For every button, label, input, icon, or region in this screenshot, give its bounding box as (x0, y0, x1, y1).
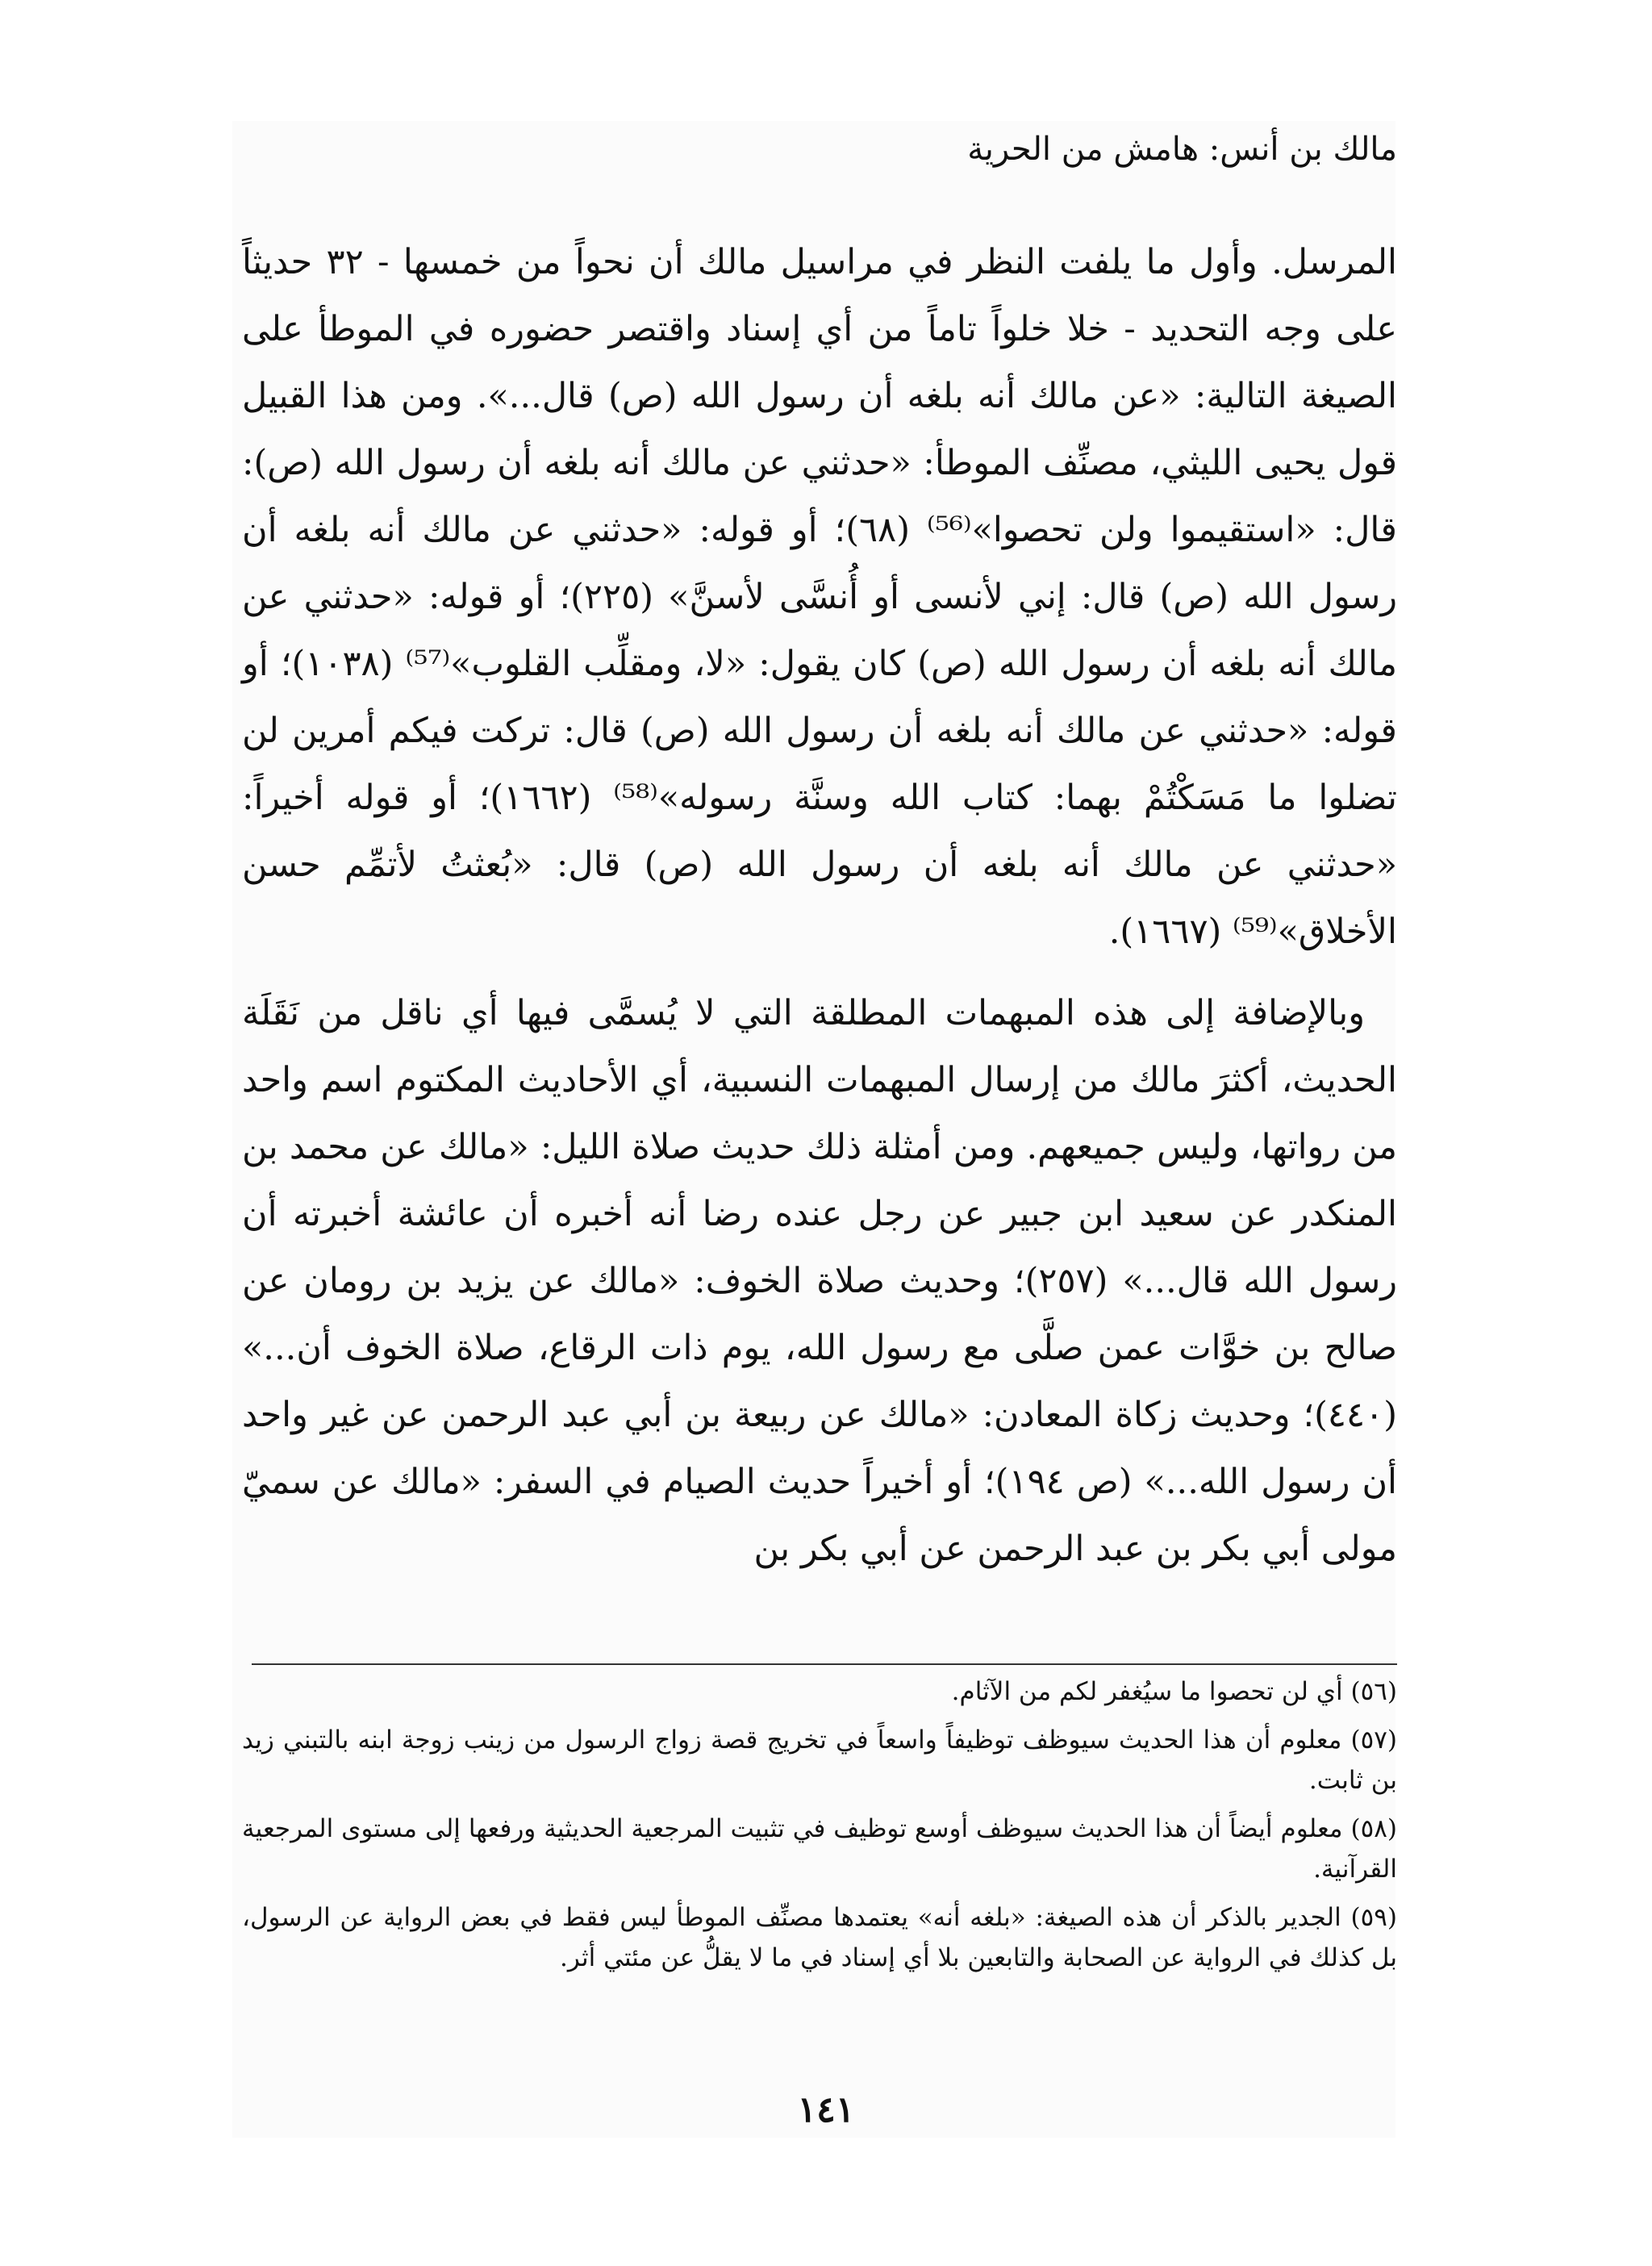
footnote-58: (٥٨) معلوم أيضاً أن هذا الحديث سيوظف أوسع توظيف في تثبيت المرجعية الحديثية ورفعها إلى مستوى المرجعية القرآنية. (242, 1814, 1397, 1884)
footnote-56: (٥٦) أي لن تحصوا ما سيُغفر لكم من الآثام. (951, 1677, 1397, 1706)
paragraph-1: المرسل. وأول ما يلفت النظر في مراسيل مالك أن نحواً من خمسها - ٣٢ حديثاً على وجه التحديد - خلا خلواً تاماً من أي إسناد واقتصر حضوره في الموطأ على الصيغة التالية: «عن مالك أنه بلغه أن رسول الله (ص) قال...». ومن هذا القبيل قول يحيى الليثي، مصنِّف الموطأ: «حدثني عن مالك أنه بلغه أن رسول الله (ص): قال: «استقيموا ولن تحصوا»⁽⁵⁶⁾ (٦٨)؛ أو قوله: «حدثني عن مالك أنه بلغه أن رسول الله (ص) قال: إني لأنسى أو أُنسَّى لأسنَّ» (٢٢٥)؛ أو قوله: «حدثني عن مالك أنه بلغه أن رسول الله (ص) كان يقول: «لا، ومقلِّب القلوب»⁽⁵⁷⁾ (١٠٣٨)؛ أو قوله: «حدثني عن مالك أنه بلغه أن رسول الله (ص) قال: تركت فيكم أمرين لن تضلوا ما مَسَكْتُمْ بهما: كتاب الله وسنَّة رسوله»⁽⁵⁸⁾ (١٦٦٢)؛ أو قوله أخيراً: «حدثني عن مالك أنه بلغه أن رسول الله (ص) قال: «بُعثتُ لأتمِّم حسن الأخلاق»⁽⁵⁹⁾ (١٦٦٧). (242, 242, 1397, 952)
footnotes (242, 1671, 1397, 1986)
footnote-divider (252, 1663, 1397, 1665)
running-header: مالك بن أنس: هامش من الحرية (967, 131, 1397, 168)
page-number: ١٤١ (797, 2089, 855, 2130)
footnote-59: (٥٩) الجدير بالذكر أن هذه الصيغة: «بلغه أنه» يعتمدها مصنِّف الموطأ ليس فقط في بعض الرواية عن الرسول، بل كذلك في الرواية عن الصحابة والتابعين بلا أي إسناد في ما لا يقلُّ عن مئتي أثر. (242, 1903, 1397, 1972)
main-text (242, 229, 1397, 1583)
paragraph-2: وبالإضافة إلى هذه المبهمات المطلقة التي لا يُسمَّى فيها أي ناقل من نَقَلَة الحديث، أكثرَ مالك من إرسال المبهمات النسبية، أي الأحاديث المكتوم اسم واحد من رواتها، وليس جميعهم. ومن أمثلة ذلك حديث صلاة الليل: «مالك عن محمد بن المنكدر عن سعيد ابن جبير عن رجل عنده رضا أنه أخبره أن عائشة أخبرته أن رسول الله قال...» (٢٥٧)؛ وحديث صلاة الخوف: «مالك عن يزيد بن رومان عن صالح بن خوَّات عمن صلَّى مع رسول الله، يوم ذات الرقاع، صلاة الخوف أن...» (٤٤٠)؛ وحديث زكاة المعادن: «مالك عن ربيعة بن أبي عبد الرحمن عن غير واحد أن رسول الله...» (ص ١٩٤)؛ أو أخيراً حديث الصيام في السفر: «مالك عن سميّ مولى أبي بكر بن عبد الرحمن عن أبي بكر بن (242, 993, 1397, 1569)
footnote-57: (٥٧) معلوم أن هذا الحديث سيوظف توظيفاً واسعاً في تخريج قصة زواج الرسول من زينب زوجة ابنه بالتبني زيد بن ثابت. (242, 1726, 1397, 1795)
